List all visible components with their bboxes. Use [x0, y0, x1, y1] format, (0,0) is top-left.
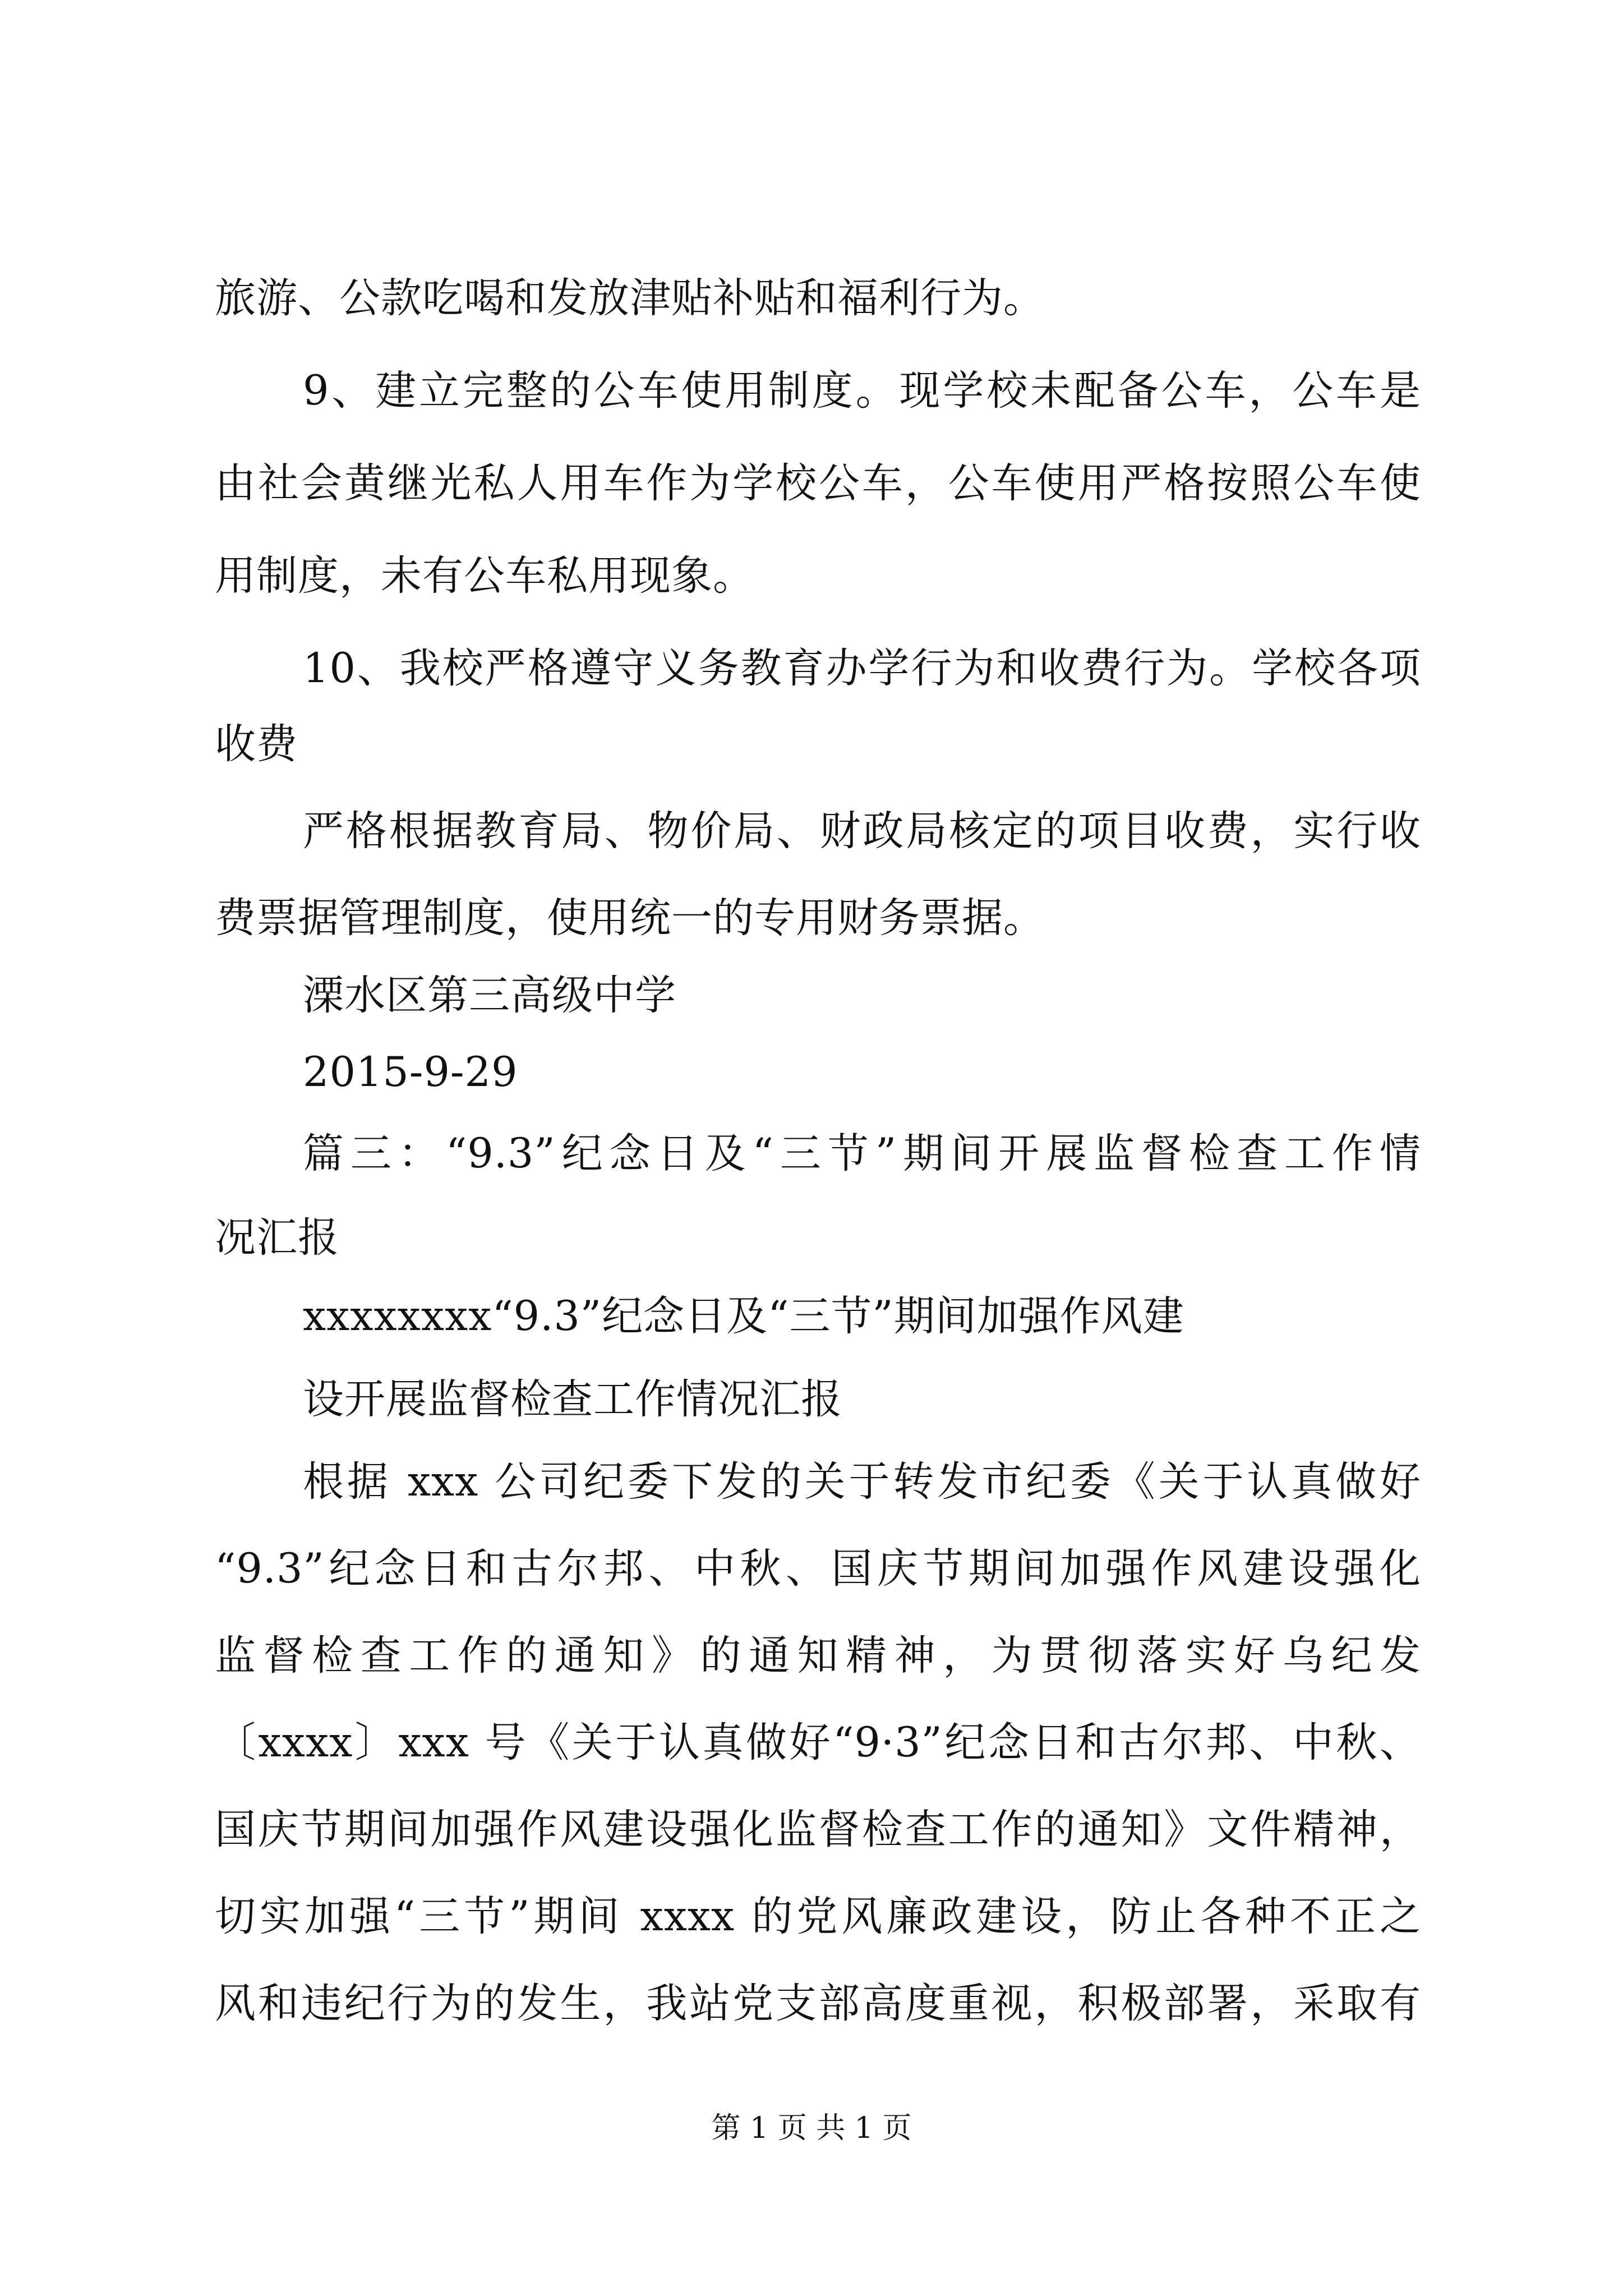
text-line: 严格根据教育局、物价局、财政局核定的项目收费，实行收	[303, 807, 1421, 855]
text-line: 旅游、公款吃喝和发放津贴补贴和福利行为。	[215, 274, 1045, 322]
text-line: “9.3”纪念日和古尔邦、中秋、国庆节期间加强作风建设强化	[215, 1545, 1421, 1593]
text-line: 收费	[215, 720, 298, 768]
text-line: 切实加强“三节”期间 xxxx 的党风廉政建设，防止各种不正之	[215, 1893, 1421, 1940]
text-line: 溧水区第三高级中学	[303, 972, 676, 1019]
text-line: 风和违纪行为的发生，我站党支部高度重视，积极部署，采取有	[215, 1980, 1421, 2027]
text-line: 费票据管理制度，使用统一的专用财务票据。	[215, 894, 1045, 942]
text-line: xxxxxxxx“9.3”纪念日及“三节”期间加强作风建	[303, 1292, 1184, 1340]
text-line: 设开展监督检查工作情况汇报	[303, 1375, 842, 1423]
text-line: 9、建立完整的公车使用制度。现学校未配备公车，公车是	[303, 367, 1421, 415]
date-line: 2015-9-29	[303, 1048, 518, 1096]
text-line: 〔xxxx〕xxx 号《关于认真做好“9·3”纪念日和古尔邦、中秋、	[215, 1719, 1421, 1766]
text-line: 国庆节期间加强作风建设强化监督检查工作的通知》文件精神，	[215, 1806, 1421, 1853]
text-line: 用制度，未有公车私用现象。	[215, 552, 754, 600]
text-line: 根据 xxx 公司纪委下发的关于转发市纪委《关于认真做好	[303, 1458, 1421, 1506]
section-heading: 况汇报	[215, 1214, 339, 1262]
text-line: 由社会黄继光私人用车作为学校公车，公车使用严格按照公车使	[215, 459, 1421, 507]
text-line: 监督检查工作的通知》的通知精神，为贯彻落实好乌纪发	[215, 1632, 1421, 1680]
text-line: 10、我校严格遵守义务教育办学行为和收费行为。学校各项	[303, 645, 1421, 692]
section-heading: 篇三：“9.3”纪念日及“三节”期间开展监督检查工作情	[303, 1130, 1421, 1177]
page-footer: 第 1 页 共 1 页	[711, 2111, 912, 2145]
